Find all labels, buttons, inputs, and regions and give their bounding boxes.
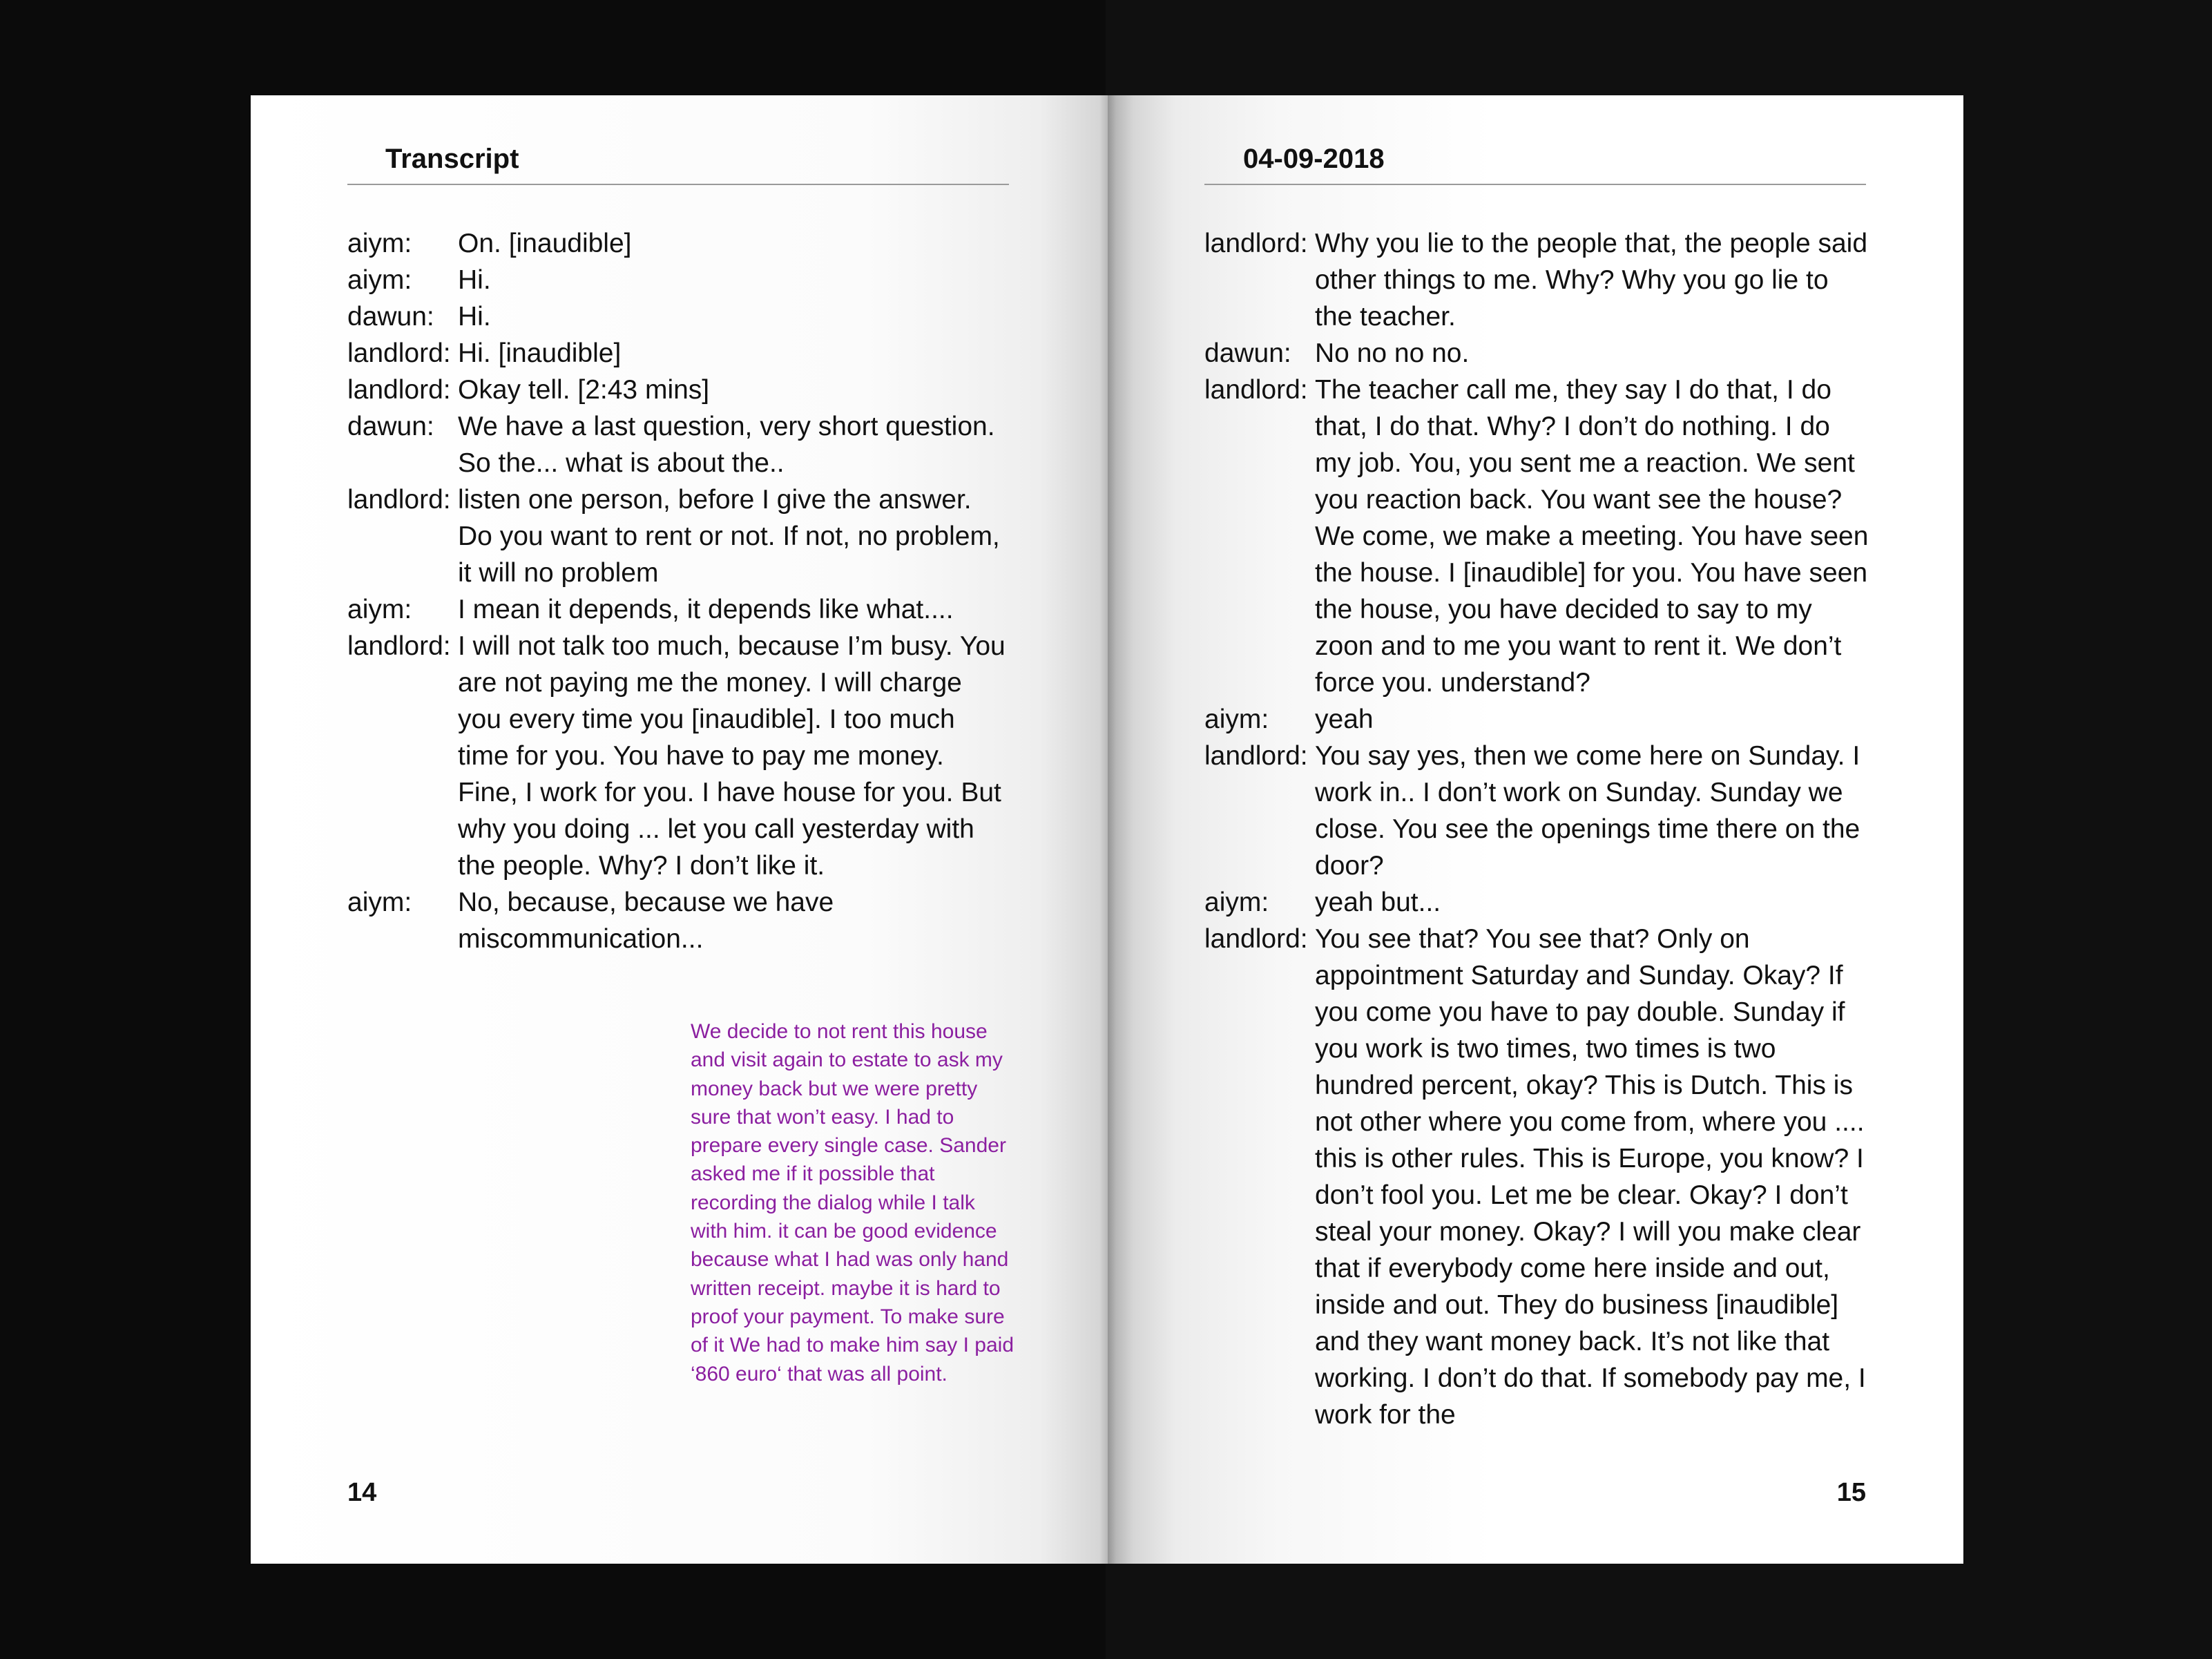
dialogue-text: yeah xyxy=(1315,704,1374,734)
dialogue-text: You see that? You see that? Only on appointment Saturday and Sunday. Okay? If you come you have to pay double. Sunday if you work is two times, two times is two hundred percent, okay? This is Dutch. This is not other where you come from, where you .... this is other rules. This is Europe, you know? I don’t fool you. Let me be clear. Okay? I don’t steal your money. Okay? I will you make clear that if everybody come here inside and out, inside and out. They do business [inaudible] and they want money back. It’s not like that working. I don’t do that. If somebody pay me, I work for the xyxy=(1315,924,1866,1430)
speaker-label: landlord: xyxy=(1204,229,1308,258)
speaker-label: landlord: xyxy=(347,375,451,405)
book-gutter-shadow xyxy=(1099,95,1116,1564)
speaker-label: landlord: xyxy=(1204,924,1308,954)
transcript-entry xyxy=(347,372,1010,408)
transcript-entry xyxy=(347,298,1010,335)
running-head-right: 04-09-2018 xyxy=(1243,144,1385,174)
speaker-label: landlord: xyxy=(347,338,451,368)
transcript-entry xyxy=(347,884,1010,957)
header-rule-left xyxy=(347,184,1009,185)
dialogue-text: On. [inaudible] xyxy=(458,229,632,258)
speaker-label: aiym: xyxy=(347,229,412,258)
transcript-entry xyxy=(347,335,1010,372)
dialogue-text: listen one person, before I give the answer. Do you want to rent or not. If not, no problem, it will no problem xyxy=(458,485,1000,588)
speaker-label: dawun: xyxy=(1204,338,1291,368)
right-page xyxy=(1108,95,1963,1564)
dialogue-text: Hi. xyxy=(458,302,491,332)
dialogue-text: Okay tell. [2:43 mins] xyxy=(458,375,710,405)
transcript-entry xyxy=(347,225,1010,262)
transcript-left xyxy=(347,225,1010,957)
transcript-entry xyxy=(1204,701,1872,738)
speaker-label: landlord: xyxy=(347,631,451,661)
transcript-entry xyxy=(347,481,1010,591)
transcript-entry xyxy=(1204,884,1872,921)
speaker-label: dawun: xyxy=(347,302,434,332)
dialogue-text: I mean it depends, it depends like what.... xyxy=(458,595,954,624)
dialogue-text: You say yes, then we come here on Sunday. I work in.. I don’t work on Sunday. Sunday we close. You see the openings time there on the door? xyxy=(1315,741,1860,881)
transcript-entry xyxy=(347,408,1010,481)
header-rule-right xyxy=(1204,184,1866,185)
speaker-label: landlord: xyxy=(1204,741,1308,771)
dialogue-text: The teacher call me, they say I do that, I do that, I do that. Why? I don’t do nothing. I do my job. You, you sent me a reaction. We sent you reaction back. You want see the house? We come, we make a meeting. You have seen the house. I [inaudible] for you. You have seen the house, you have decided to say to my zoon and to me you want to rent it. We don’t force you. understand? xyxy=(1315,375,1869,698)
dialogue-text: No, because, because we have miscommunication... xyxy=(458,888,834,954)
dialogue-text: yeah but... xyxy=(1315,888,1441,917)
speaker-label: landlord: xyxy=(347,485,451,515)
transcript-entry xyxy=(347,591,1010,628)
speaker-label: dawun: xyxy=(347,412,434,441)
dialogue-text: I will not talk too much, because I’m busy. You are not paying me the money. I will charge you every time you [inaudible]. I too much time for you. You have to pay me money. Fine, I work for you. I have house for you. But why you doing ... let you call yesterday with the people. Why? I don’t like it. xyxy=(458,631,1006,881)
page-number-right: 15 xyxy=(1836,1478,1866,1507)
dialogue-text: We have a last question, very short question. So the... what is about the.. xyxy=(458,412,995,478)
transcript-entry xyxy=(1204,335,1872,372)
transcript-entry xyxy=(1204,225,1872,335)
dialogue-text: No no no no. xyxy=(1315,338,1470,368)
dialogue-text: Hi. xyxy=(458,265,491,295)
speaker-label: aiym: xyxy=(347,265,412,295)
transcript-entry xyxy=(1204,738,1872,884)
speaker-label: aiym: xyxy=(347,595,412,624)
speaker-label: aiym: xyxy=(1204,888,1269,917)
speaker-label: aiym: xyxy=(1204,704,1269,734)
speaker-label: aiym: xyxy=(347,888,412,917)
transcript-entry xyxy=(1204,372,1872,701)
transcript-right xyxy=(1204,225,1872,1433)
running-head-left: Transcript xyxy=(385,144,519,174)
left-page xyxy=(251,95,1108,1564)
transcript-entry xyxy=(1204,921,1872,1433)
margin-note: We decide to not rent this house and visit again to estate to ask my money back but we were pretty sure that won’t easy. I had to prepare every single case. Sander asked me if it possible that recording the dialog while I talk with him. it can be good evidence because what I had was only hand written receipt. maybe it is hard to proof your payment. To make sure of it We had to make him say I paid ‘860 euro‘ that was all point. xyxy=(691,1020,1014,1385)
dialogue-text: Why you lie to the people that, the people said other things to me. Why? Why you go lie to the teacher. xyxy=(1315,229,1868,332)
speaker-label: landlord: xyxy=(1204,375,1308,405)
transcript-entry xyxy=(347,628,1010,884)
transcript-entry xyxy=(347,262,1010,298)
dialogue-text: Hi. [inaudible] xyxy=(458,338,622,368)
page-number-left: 14 xyxy=(347,1478,377,1507)
